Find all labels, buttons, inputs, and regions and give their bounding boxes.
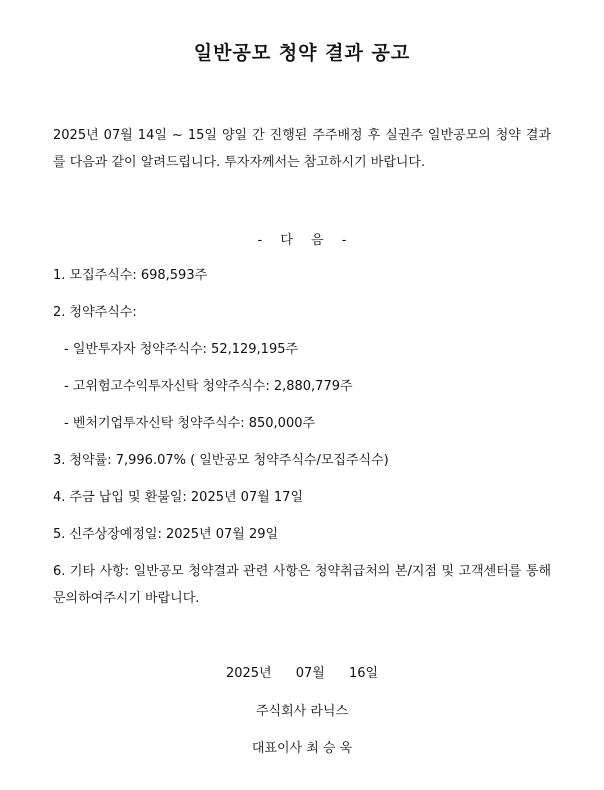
ceo-name: 대표이사 최 승 욱 bbox=[251, 741, 353, 756]
subitem-venture-trust: - 벤처기업투자신탁 청약주식수: 850,000주 bbox=[64, 416, 316, 431]
document-title: 일반공모 청약 결과 공고 bbox=[193, 42, 411, 64]
item-subscription-rate: 3. 청약률: 7,996.07% ( 일반공모 청약주식수/모집주식수) bbox=[53, 453, 389, 468]
item-other-notes: 6. 기타 사항: 일반공모 청약결과 관련 사항은 청약취급처의 본/지점 및 고객센터를 통해 문의하여주시기 바랍니다. bbox=[53, 564, 551, 606]
item-subscribed-shares: 2. 청약주식수: bbox=[53, 305, 137, 320]
subitem-high-yield-trust: - 고위험고수익투자신탁 청약주식수: 2,880,779주 bbox=[64, 379, 353, 394]
item-listing-date: 5. 신주상장예정일: 2025년 07월 29일 bbox=[53, 527, 279, 542]
intro-paragraph: 2025년 07월 14일 ~ 15일 양일 간 진행된 주주배정 후 실권주 일반공모의 청약 결과를 다음과 같이 알려드립니다. 투자자께서는 참고하시기 바랍니다. bbox=[53, 128, 551, 170]
item-offering-shares: 1. 모집주식수: 698,593주 bbox=[53, 268, 208, 283]
item-payment-refund-date: 4. 주금 납입 및 환불일: 2025년 07월 17일 bbox=[53, 490, 304, 505]
subitem-general-investors: - 일반투자자 청약주식수: 52,129,195주 bbox=[64, 342, 299, 357]
separator-heading: - 다 음 - bbox=[257, 233, 347, 248]
company-name: 주식회사 라닉스 bbox=[255, 704, 349, 719]
signature-date: 2025년 07월 16일 bbox=[225, 666, 379, 681]
